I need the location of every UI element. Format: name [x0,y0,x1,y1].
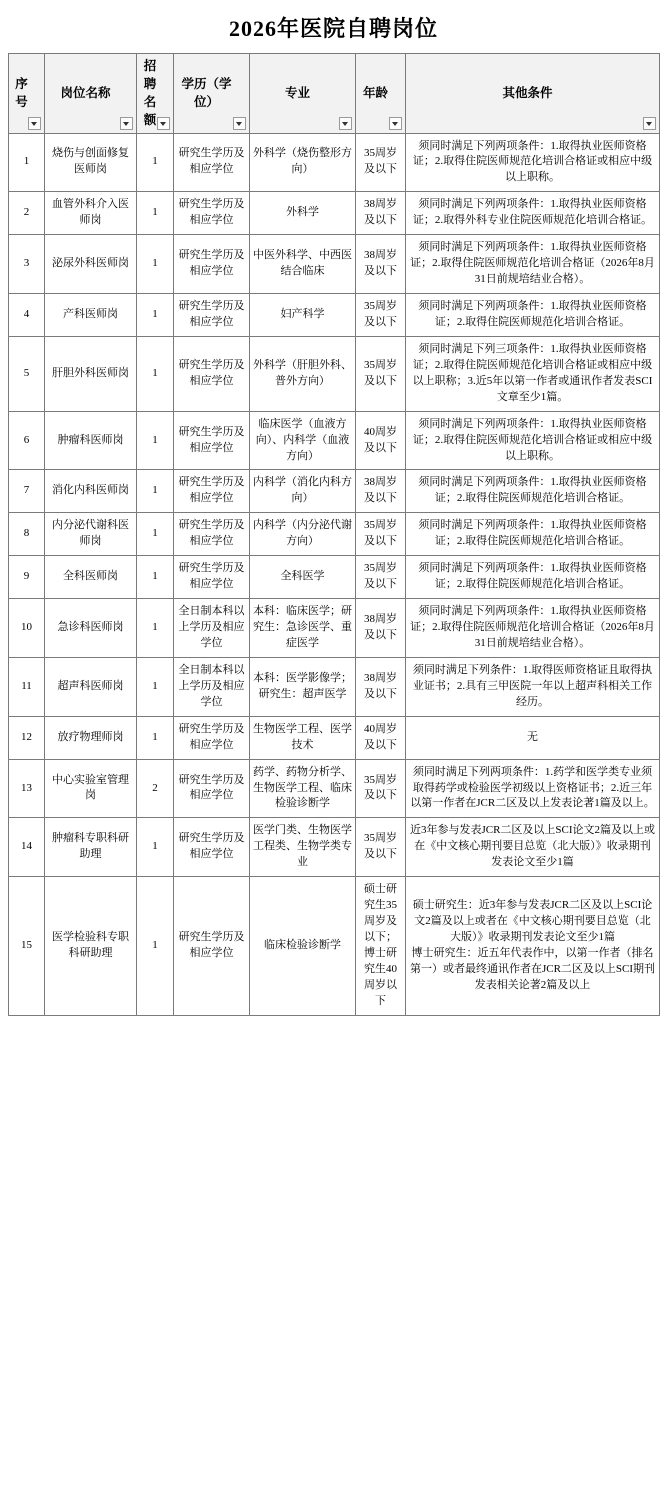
cell-age [356,599,406,658]
column-header-education[interactable] [174,54,250,134]
cell-index-line: 5 [23,366,30,379]
column-header-age[interactable] [356,54,406,134]
cell-education-line: 研究生学历及相应学位 [178,249,245,278]
cell-position-name [45,470,137,513]
cell-major [250,556,356,599]
cell-quota [137,877,174,1016]
filter-dropdown-icon[interactable] [157,117,170,130]
cell-position-name-line: 医学检验科专职科研助理 [52,931,129,959]
cell-index-line: 1 [23,155,30,168]
cell-major-line: 医学门类、生物医学工程类、生物学类专业 [253,824,352,869]
cell-position-name [45,411,137,470]
cell-other-conditions [406,818,660,877]
column-header-other-label: 其他条件 [502,86,553,101]
cell-other-conditions [406,657,660,716]
cell-quota-line: 1 [152,257,158,270]
cell-age-line: 40周岁及以下 [364,425,397,454]
cell-education [174,235,250,294]
cell-quota [137,294,174,337]
filter-dropdown-icon[interactable] [28,117,41,130]
cell-position-name-line: 肿瘤科医师岗 [57,433,124,446]
table-row [9,599,660,658]
cell-quota-line: 1 [152,206,158,219]
cell-position-name-line: 产科医师岗 [63,307,118,320]
cell-position-name-line: 肝胆外科医师岗 [52,366,129,379]
cell-index [9,411,45,470]
cell-age [356,411,406,470]
cell-major [250,133,356,192]
cell-other-conditions [406,513,660,556]
table-header-row [9,54,660,134]
cell-index [9,556,45,599]
cell-other-conditions-line: 须同时满足下列两项条件：1.取得执业医师资格证；2.取得住院医师规范化培训合格证。 [418,476,647,505]
cell-major-line: 本科：临床医学；研究生：急诊医学、重症医学 [253,605,352,649]
cell-major [250,411,356,470]
cell-position-name [45,336,137,411]
cell-age [356,556,406,599]
cell-education-line: 研究生学历及相应学位 [178,562,245,591]
cell-quota-line: 1 [152,484,158,497]
cell-major-line: 中医外科学、中西医结合临床 [253,249,352,278]
cell-position-name [45,192,137,235]
cell-quota-line: 1 [152,155,158,168]
page-title: 2026年医院自聘岗位 [228,16,438,41]
column-header-major[interactable] [250,54,356,134]
cell-age [356,877,406,1016]
cell-quota-line: 1 [152,433,158,446]
cell-age-line: 38周岁及以下 [364,249,397,278]
cell-other-conditions-line: 无 [527,730,538,743]
cell-quota-line: 1 [152,621,158,633]
cell-age-line: 40周岁及以下 [364,722,397,751]
cell-quota [137,133,174,192]
cell-quota-line: 1 [152,679,158,692]
cell-position-name-line: 泌尿外科医师岗 [52,257,129,270]
cell-index [9,513,45,556]
cell-age-line: 38周岁及以下 [364,613,397,641]
cell-age-line: 38周岁及以下 [364,476,397,505]
cell-age [356,657,406,716]
cell-other-conditions-line: 须同时满足下列两项条件：1.取得执业医师资格证；2.取得外科专业住院医师规范化培训合格证。 [412,198,653,227]
cell-other-conditions [406,294,660,337]
cell-education-line: 研究生学历及相应学位 [178,358,245,387]
column-header-age-label: 年龄 [362,86,388,101]
column-header-quota-label: 招聘名额 [143,59,157,128]
cell-quota [137,759,174,818]
cell-index-line: 14 [21,840,32,853]
cell-other-conditions-line: 近3年参与发表JCR二区及以上SCI论文2篇及以上或在《中文核心期刊要目总览（北大版）》收录期刊发表论文至少1篇 [409,824,656,869]
cell-education [174,336,250,411]
cell-major-line: 临床医学（血液方向）、内科学（血液方向） [255,417,350,462]
cell-education-line: 研究生学历及相应学位 [178,773,245,802]
cell-position-name [45,818,137,877]
cell-other-conditions-line: 须同时满足下列两项条件：1.取得执业医师资格证；2.取得住院医师规范化培训合格证或相应中级以上职称。 [412,139,653,184]
cell-position-name-line: 急诊科医师岗 [57,621,124,633]
cell-position-name [45,657,137,716]
cell-position-name-line: 血管外科介入医师岗 [52,198,129,227]
job-positions-table [8,53,660,1016]
cell-other-conditions [406,133,660,192]
cell-age-line: 38周岁及以下 [364,671,397,700]
cell-age [356,716,406,759]
table-row [9,556,660,599]
cell-quota [137,818,174,877]
cell-index [9,235,45,294]
column-header-index[interactable] [9,54,45,134]
cell-quota [137,192,174,235]
cell-position-name-line: 消化内科医师岗 [52,484,129,497]
cell-major-line: 临床检验诊断学 [264,938,341,951]
cell-other-conditions [406,470,660,513]
cell-index [9,657,45,716]
cell-quota [137,556,174,599]
cell-index-line: 15 [21,938,32,951]
cell-education-line: 研究生学历及相应学位 [178,300,245,328]
cell-major [250,336,356,411]
cell-other-conditions [406,599,660,658]
cell-major [250,513,356,556]
cell-major [250,759,356,818]
cell-other-conditions [406,336,660,411]
cell-education [174,470,250,513]
cell-quota [137,235,174,294]
cell-other-conditions [406,716,660,759]
cell-age [356,336,406,411]
column-header-name-label: 岗位名称 [60,86,111,101]
cell-index [9,192,45,235]
cell-major [250,294,356,337]
cell-major-line: 外科学 [286,206,319,219]
cell-other-conditions [406,877,660,1016]
cell-position-name-line: 中心实验室管理岗 [52,773,129,802]
cell-other-conditions [406,556,660,599]
column-header-other[interactable] [406,54,660,134]
cell-other-conditions [406,192,660,235]
cell-major [250,716,356,759]
cell-major [250,470,356,513]
table-row [9,470,660,513]
filter-dropdown-icon[interactable] [120,117,133,130]
cell-position-name-line: 全科医师岗 [63,570,118,583]
cell-index [9,133,45,192]
cell-age-line: 35周岁及以下 [364,358,397,387]
cell-index-line: 9 [23,570,30,583]
cell-other-conditions-line: 须同时满足下列两项条件：1.取得执业医师资格证；2.取得住院医师规范化培训合格证（2026年8月31日前规培结业合格）。 [410,605,655,649]
filter-dropdown-icon[interactable] [339,117,352,130]
column-header-quota[interactable] [137,54,174,134]
cell-other-conditions [406,235,660,294]
cell-education [174,716,250,759]
cell-major-line: 全科医学 [280,570,325,583]
cell-quota-line: 1 [152,527,158,540]
cell-education-line: 研究生学历及相应学位 [178,147,245,176]
cell-position-name [45,235,137,294]
cell-quota [137,657,174,716]
cell-education-line: 研究生学历及相应学位 [178,832,245,861]
table-row [9,818,660,877]
cell-position-name-line: 内分泌代谢科医师岗 [52,519,129,548]
cell-other-conditions [406,759,660,818]
cell-education-line: 研究生学历及相应学位 [178,931,245,959]
cell-quota [137,599,174,658]
cell-education-line: 研究生学历及相应学位 [178,722,245,751]
table-row [9,716,660,759]
cell-major [250,599,356,658]
cell-other-conditions-line: 须同时满足下列两项条件：1.取得执业医师资格证；2.取得住院医师规范化培训合格证。 [418,519,647,548]
cell-index-line: 13 [21,781,32,794]
cell-other-conditions-line: 博士研究生：近五年代表作中，以第一作者（排名第一）或者最终通讯作者在JCR二区及以上SCI期刊发表相关论著2篇及以上 [409,946,656,991]
column-header-name[interactable] [45,54,137,134]
cell-quota [137,716,174,759]
cell-quota [137,513,174,556]
table-body [9,133,660,1015]
cell-quota-line: 2 [152,781,158,794]
cell-major-line: 外科学（肝胆外科、普外方向） [253,358,352,387]
cell-position-name-line: 烧伤与创面修复医师岗 [52,147,129,176]
cell-age-line: 35周岁及以下 [364,147,397,176]
cell-index-line: 11 [21,679,32,692]
table-row [9,336,660,411]
filter-dropdown-icon[interactable] [389,117,402,130]
cell-index [9,294,45,337]
cell-major [250,877,356,1016]
column-header-index-label: 序号 [15,77,28,110]
column-header-education-label: 学历（学位） [181,77,232,110]
filter-dropdown-icon[interactable] [643,117,656,130]
cell-major [250,818,356,877]
cell-quota [137,336,174,411]
cell-age-line: 硕士研究生35周岁及以下；博士研究生40周岁以下 [364,883,397,1007]
table-row [9,411,660,470]
cell-major-line: 本科：医学影像学；研究生：超声医学 [253,671,352,700]
cell-index [9,818,45,877]
cell-age [356,470,406,513]
cell-education [174,657,250,716]
cell-education-line: 研究生学历及相应学位 [178,476,245,505]
cell-age [356,192,406,235]
cell-education-line: 全日制本科以上学历及相应学位 [178,605,245,649]
table-row [9,657,660,716]
cell-quota-line: 1 [152,840,158,853]
cell-age-line: 35周岁及以下 [364,300,397,328]
cell-major-line: 内科学（内分泌代谢方向） [253,519,352,548]
cell-education-line: 研究生学历及相应学位 [178,198,245,227]
cell-other-conditions-line: 须同时满足下列两项条件：1.取得执业医师资格证；2.取得住院医师规范化培训合格证。 [418,562,647,591]
cell-index-line: 12 [21,730,32,743]
cell-age [356,759,406,818]
table-row [9,759,660,818]
cell-index [9,470,45,513]
cell-age [356,133,406,192]
cell-index [9,599,45,658]
cell-other-conditions-line: 须同时满足下列两项条件：1.药学和医学类专业须取得药学或检验医学初级以上资格证书；2.近三年以第一作者在JCR二区及以上发表论著1篇及以上。 [410,765,655,810]
table-row [9,192,660,235]
cell-position-name-line: 放疗物理师岗 [57,730,124,743]
cell-major [250,235,356,294]
cell-education-line: 研究生学历及相应学位 [178,425,245,454]
cell-age [356,818,406,877]
cell-position-name-line: 肿瘤科专职科研助理 [52,832,129,861]
cell-quota-line: 1 [152,570,158,583]
cell-other-conditions [406,411,660,470]
cell-index-line: 3 [23,257,30,270]
cell-position-name [45,716,137,759]
cell-education [174,818,250,877]
cell-quota-line: 1 [152,307,158,320]
cell-major-line: 药学、药物分析学、生物医学工程、临床检验诊断学 [253,765,352,810]
cell-index-line: 7 [23,484,30,497]
cell-education [174,133,250,192]
table-row [9,877,660,1016]
cell-quota [137,470,174,513]
table-row [9,235,660,294]
cell-education-line: 研究生学历及相应学位 [178,519,245,548]
cell-education [174,513,250,556]
cell-education [174,411,250,470]
cell-education [174,599,250,658]
cell-age-line: 38周岁及以下 [364,198,397,227]
table-row [9,513,660,556]
cell-age [356,235,406,294]
cell-education [174,877,250,1016]
cell-index [9,716,45,759]
cell-major-line: 内科学（消化内科方向） [253,476,352,505]
cell-index-line: 6 [23,433,30,446]
cell-index [9,336,45,411]
cell-other-conditions-line: 硕士研究生：近3年参与发表JCR二区及以上SCI论文2篇及以上或者在《中文核心期刊要目总览（北大版）》收录期刊发表论文至少1篇 [412,899,653,943]
cell-quota-line: 1 [152,366,158,379]
cell-other-conditions-line: 须同时满足下列两项条件：1.取得执业医师资格证；2.取得住院医师规范化培训合格证。 [418,300,647,328]
table-row [9,133,660,192]
cell-position-name [45,513,137,556]
cell-other-conditions-line: 须同时满足下列条件：1.取得医师资格证且取得执业证书；2.具有三甲医院一年以上超声科相关工作经历。 [412,663,653,708]
cell-age-line: 35周岁及以下 [364,832,397,861]
cell-major [250,657,356,716]
cell-index-line: 8 [23,527,30,540]
cell-major-line: 外科学（烧伤整形方向） [253,147,352,176]
cell-quota [137,411,174,470]
cell-position-name [45,877,137,1016]
cell-position-name [45,759,137,818]
cell-index-line: 4 [23,307,30,320]
cell-major-line: 生物医学工程、医学技术 [253,722,352,751]
table-row [9,294,660,337]
cell-major [250,192,356,235]
cell-position-name [45,133,137,192]
cell-other-conditions-line: 须同时满足下列两项条件：1.取得执业医师资格证；2.取得住院医师规范化培训合格证（2026年8月31日前规培结业合格）。 [410,241,655,286]
cell-position-name [45,599,137,658]
cell-position-name [45,294,137,337]
cell-education-line: 全日制本科以上学历及相应学位 [178,663,245,708]
cell-age-line: 35周岁及以下 [364,773,397,802]
cell-quota-line: 1 [152,730,158,743]
cell-education [174,556,250,599]
column-header-major-label: 专业 [284,86,310,101]
cell-position-name-line: 超声科医师岗 [57,679,124,692]
cell-age [356,513,406,556]
cell-major-line: 妇产科学 [280,307,325,320]
cell-quota-line: 1 [152,938,158,951]
cell-age [356,294,406,337]
cell-education [174,759,250,818]
cell-other-conditions-line: 须同时满足下列三项条件：1.取得执业医师资格证；2.取得住院医师规范化培训合格证或相应中级以上职称；3.近5年以第一作者或通讯作者发表SCI文章至少1篇。 [412,342,653,403]
cell-index-line: 10 [21,621,32,633]
cell-index [9,877,45,1016]
filter-dropdown-icon[interactable] [233,117,246,130]
cell-other-conditions-line: 须同时满足下列两项条件：1.取得执业医师资格证；2.取得住院医师规范化培训合格证或相应中级以上职称。 [412,417,653,462]
cell-education [174,192,250,235]
cell-position-name [45,556,137,599]
cell-age-line: 35周岁及以下 [364,519,397,548]
cell-age-line: 35周岁及以下 [364,562,397,591]
cell-education [174,294,250,337]
cell-index-line: 2 [23,206,30,219]
cell-index [9,759,45,818]
